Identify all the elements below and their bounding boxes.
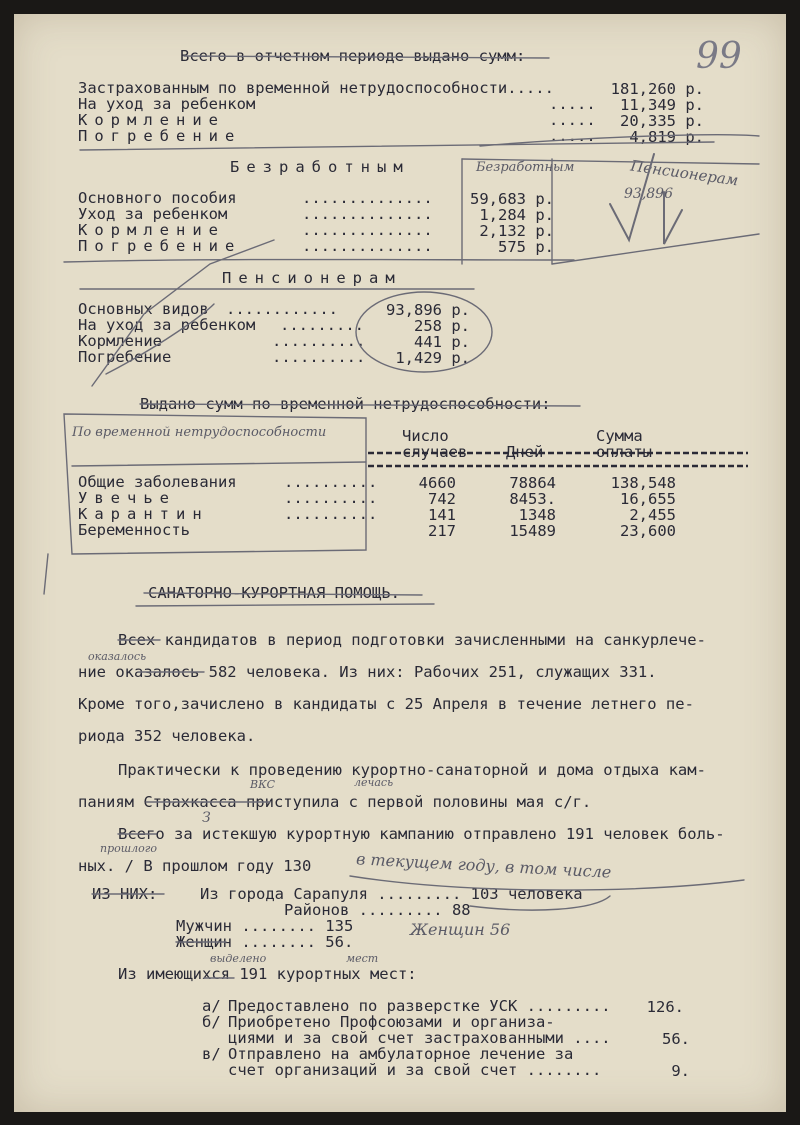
women-count: Женщин ........ 56. [176, 933, 354, 951]
column-header-sum: Сумма [596, 427, 643, 445]
unemployed-row-value: 2,132 р. [479, 222, 554, 240]
table-pencil-line [72, 462, 366, 466]
place-line: счет организаций и за свой счет ........ [228, 1061, 602, 1079]
paragraph-line: Всего за истекшую курортную кампанию отправлено 191 человек боль- [118, 825, 725, 843]
insured-row-label: Кормление [78, 111, 225, 129]
place-value: 9. [671, 1062, 690, 1080]
place-value: 126. [646, 998, 684, 1016]
handwritten-correction: прошлого [100, 842, 157, 855]
pensioners-row-label: Основных видов [78, 300, 209, 318]
paragraph-line: риода 352 человека. [78, 727, 256, 745]
unemployed-row-value: 59,683 р. [470, 190, 554, 208]
paragraph-line: Всех кандидатов в период подготовки зачисленными на санкурлече- [118, 631, 706, 649]
unemployed-row-label: Уход за ребенком [78, 205, 228, 223]
place-line: циями и за свой счет застрахованными .... [228, 1029, 611, 1047]
paragraph-line: Практически к проведению курортно-санаторной и дома отдыха кам- [118, 761, 706, 779]
table-cell-cases: 742 [428, 490, 456, 508]
sanatorium-title-underline [136, 604, 434, 606]
place-letter: б/ [202, 1013, 221, 1031]
table-cell-days: 8453. [509, 490, 556, 508]
table-cell-cases: 141 [428, 506, 456, 524]
table-row-label: Увечье [78, 489, 176, 507]
unemployed-row-label: Кормление [78, 221, 225, 239]
paragraph-line: ных. / В прошлом году 130 [78, 857, 312, 875]
pensioners-row-label: На уход за ребенком [78, 316, 256, 334]
unemployed-row-value: 1,284 р. [479, 206, 554, 224]
table-row-label: Беременность [78, 521, 190, 539]
table-row-label: Общие заболевания [78, 473, 237, 491]
places-intro: Из имеющихся 191 курортных мест: [118, 965, 417, 983]
unemployed-title: Безработным [230, 158, 410, 176]
pencil-stroke [44, 554, 48, 594]
insured-row-dots: ..... [549, 95, 596, 113]
pensioners-row-dots: .......... [272, 348, 366, 366]
insured-row-label: Погребение [78, 127, 242, 145]
table-row-label: Карантин [78, 505, 209, 523]
handwritten-correction: мест [346, 952, 379, 965]
unemployed-row-value: 575 р. [498, 238, 554, 256]
table-cell-cases: 217 [428, 522, 456, 540]
unemployed-row-dots: .............. [302, 205, 433, 223]
column-header-cases: случаев [402, 443, 468, 461]
page-number: 99 [696, 36, 742, 77]
unemployed-box-bottom [552, 234, 759, 264]
table-row-dots: .......... [284, 505, 378, 523]
insured-row-label: На уход за ребенком [78, 95, 256, 113]
pensioners-row-value: 258 р. [414, 317, 470, 335]
pensioners-row-dots: .......... [272, 332, 366, 350]
insured-row-value: 11,349 р. [620, 96, 704, 114]
sanatorium-title: САНАТОРНО-КУРОРТНАЯ ПОМОЩЬ. [148, 584, 400, 602]
table-cell-sum: 138,548 [610, 474, 676, 492]
column-header-cases: Число [402, 427, 449, 445]
handwritten-insertion: в текущем году, в том числе [355, 849, 612, 882]
handwritten-correction: ВКС [250, 778, 276, 791]
unemployed-row-label: Основного пособия [78, 189, 237, 207]
disability-table-title: Выдано сумм по временной нетрудоспособности: [140, 395, 551, 413]
from-city: Из города Сарапуля ......... 103 человека [200, 885, 583, 903]
pensioners-row-label: Кормление [78, 332, 162, 350]
column-header-days: Дней [506, 443, 544, 461]
place-line: Приобретено Профсоюзами и организа- [228, 1013, 555, 1031]
place-line: Отправлено на амбулаторное лечение за [228, 1045, 574, 1063]
handwritten-number: 93,896 [624, 186, 673, 202]
insured-row-value: 20,335 р. [620, 112, 704, 130]
insured-row-dots: ..... [549, 127, 596, 145]
handwritten-correction: выделено [210, 952, 267, 965]
place-line: Предоставлено по разверстке УСК ......... [228, 997, 611, 1015]
handwritten-unemployed: Безработным [476, 160, 575, 175]
table-cell-days: 78864 [509, 474, 556, 492]
men-count: Мужчин ........ 135 [176, 917, 354, 935]
paragraph-line: паниям Страхкасса приступила с первой половины мая с/г. [78, 793, 592, 811]
insured-row-dots: ..... [549, 111, 596, 129]
unemployed-row-dots: .............. [302, 189, 433, 207]
table-cell-days: 15489 [509, 522, 556, 540]
pensioners-row-value: 441 р. [414, 333, 470, 351]
handwritten-pensioners: Пенсионерам [629, 156, 740, 190]
handwritten-correction: оказалось [88, 650, 147, 663]
pensioners-row-dots: ............ [226, 300, 338, 318]
place-letter: в/ [202, 1045, 221, 1063]
insured-row-label: Застрахованным по временной нетрудоспособности..... [78, 79, 554, 97]
table-row-dots: .......... [284, 473, 378, 491]
table-row-dots: .......... [284, 489, 378, 507]
from-districts: Районов ......... 88 [284, 901, 471, 919]
table-cell-sum: 16,655 [620, 490, 676, 508]
table-cell-sum: 2,455 [629, 506, 676, 524]
unemployed-row-dots: .............. [302, 237, 433, 255]
unemployed-row-dots: .............. [302, 221, 433, 239]
document-page [14, 14, 786, 1112]
pensioners-row-value: 1,429 р. [395, 349, 470, 367]
insured-row-value: 4,819 р. [629, 128, 704, 146]
from-them-label: ИЗ НИХ: [92, 885, 158, 903]
pensioners-title: Пенсионерам [222, 269, 402, 287]
handwritten-correction: З [202, 810, 211, 826]
paragraph-line: ние оказалось 582 человека. Из них: Рабочих 251, служащих 331. [78, 663, 657, 681]
handwritten-correction: лечась [354, 776, 394, 789]
pensioners-row-label: Погребение [78, 348, 172, 366]
table-cell-cases: 4660 [418, 474, 456, 492]
handwritten-table-label: По временной нетрудоспособности [72, 425, 327, 440]
pensioners-row-value: 93,896 р. [386, 301, 470, 319]
paragraph-line: Кроме того,зачислено в кандидаты с 25 Апреля в течение летнего пе- [78, 695, 694, 713]
unemployed-row-label: Погребение [78, 237, 242, 255]
table-cell-days: 1348 [518, 506, 556, 524]
unemployed-underline [64, 260, 574, 263]
column-header-sum: оплаты [596, 443, 652, 461]
heading-total: Всего в отчетном периоде выдано сумм: [180, 47, 526, 65]
table-cell-sum: 23,600 [620, 522, 676, 540]
place-letter: а/ [202, 997, 221, 1015]
handwritten-women: Женщин 56 [410, 920, 511, 939]
pensioners-row-dots: ......... [280, 316, 364, 334]
place-value: 56. [662, 1030, 690, 1048]
insured-row-value: 181,260 р. [610, 80, 704, 98]
